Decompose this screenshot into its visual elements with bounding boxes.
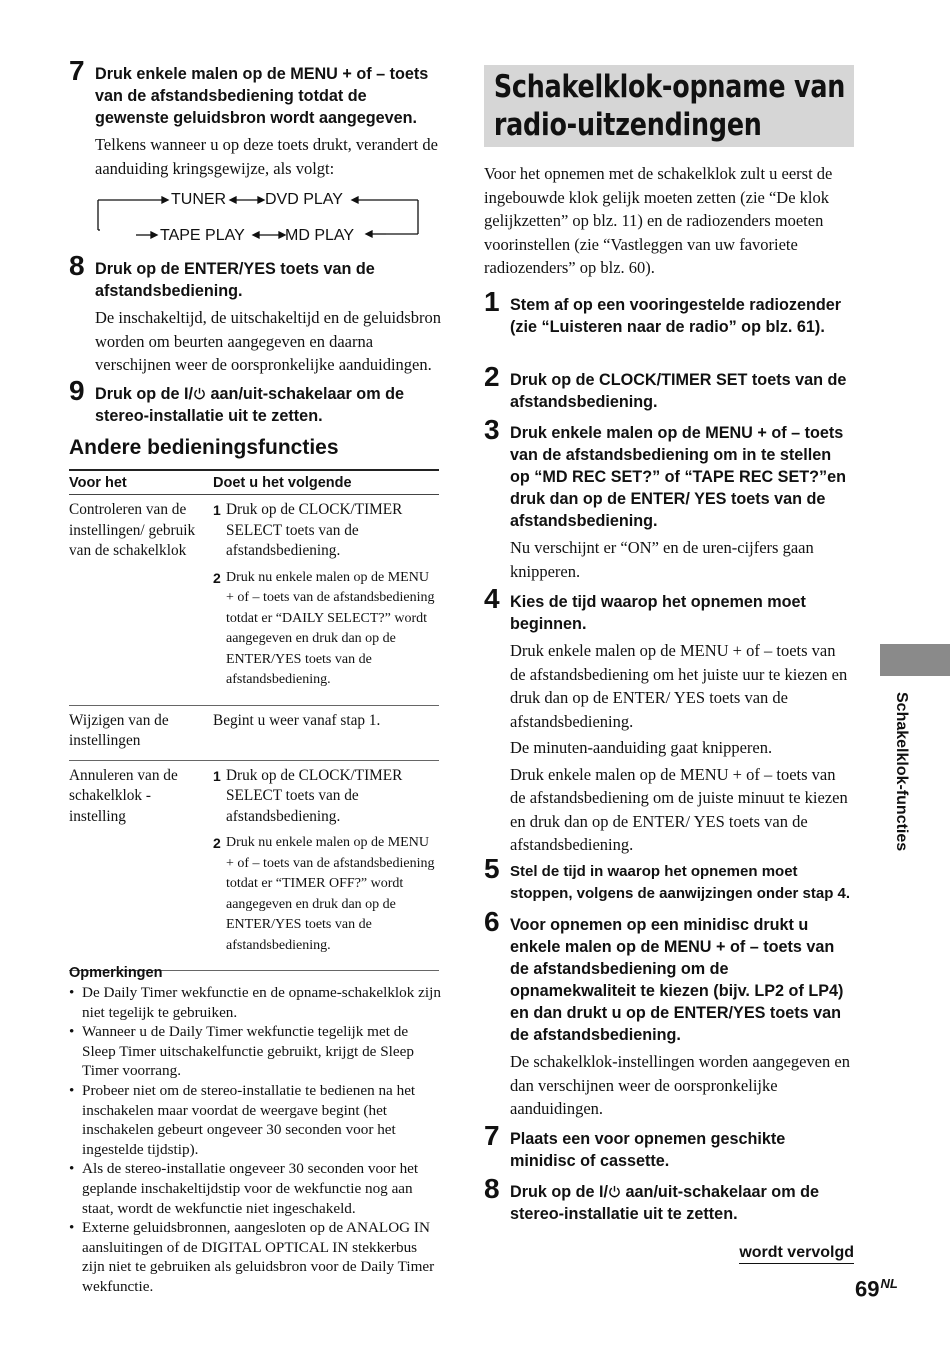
step-number: 5 [484, 853, 500, 884]
step-text: De inschakeltijd, de uitschakeltijd en de geluidsbron worden om beurten aangegeven en daarna verschijnen weer de oorspronkelijke aanduidingen. [95, 308, 441, 374]
step-text: Druk enkele malen op de MENU + of – toets van de afstandsbediening om het juiste uur te kiezen en druk dan op de ENTER/ YES toets van de afstandsbediening. [510, 641, 848, 731]
list-item: • Wanneer u de Daily Timer wekfunctie tegelijk met de Sleep Timer uitschakelfunctie gebruikt, krijgt de Sleep Timer voorrang. [69, 1022, 441, 1081]
cycle-dvd-play: DVD PLAY [265, 191, 343, 208]
functions-table [69, 469, 439, 971]
table-cell-what: Wijzigen van de instellingen [69, 705, 213, 760]
table-row [69, 705, 439, 760]
step-text: De minuten-aanduiding gaat knipperen. [510, 738, 773, 757]
step-heading: Druk op de CLOCK/TIMER SET toets van de afstandsbediening. [510, 371, 847, 411]
step-5 [484, 853, 854, 905]
title-box [484, 65, 854, 147]
table-cell-what: Controleren van de instellingen/ gebruik van de schakelklok [69, 495, 213, 706]
side-label [880, 692, 910, 902]
step-number: 9 [69, 375, 85, 406]
table-row [69, 760, 439, 971]
step-number: 3 [484, 414, 500, 445]
page-title: Schakelklok-opname van radio-uitzendingen [493, 69, 846, 143]
step-text: De schakelklok-instellingen worden aangegeven en dan verschijnen weer de oorspronkelijke aanduidingen. [510, 1052, 850, 1118]
table-header-col1: Voor het [69, 470, 213, 495]
step-heading: Druk enkele malen op de MENU + of – toets van de afstandsbediening totdat de gewenste geluidsbron wordt aangegeven. [95, 65, 429, 127]
step-number: 7 [484, 1120, 500, 1151]
step-heading: Druk op de I/ aan/uit-schakelaar om de stereo-installatie uit te zetten. [95, 385, 404, 425]
side-label-text: Schakelklok-functies [893, 692, 910, 852]
notes-heading: Opmerkingen [69, 965, 163, 981]
table-header-col2: Doet u het volgende [213, 470, 439, 495]
notes [69, 965, 441, 1297]
step-number: 6 [484, 906, 500, 937]
step-8 [69, 250, 441, 380]
step-3 [484, 414, 854, 586]
step-number: 7 [69, 55, 85, 86]
step-4 [484, 583, 854, 860]
step-number: 1 [484, 286, 500, 317]
source-cycle-diagram [96, 188, 426, 244]
continued-label: wordt vervolgd [739, 1244, 854, 1264]
intro-text: Voor het opnemen met de schakelklok zult u eerst de ingebouwde klok gelijk moeten zetten (zie “De klok gelijkzetten” op blz. 11) en de radiozenders moeten voorinstellen (zie “Vastleggen van uw favoriete radiozenders” op blz. 60). [484, 164, 833, 277]
step-6 [484, 906, 854, 1124]
step-8-right [484, 1173, 854, 1225]
table-cell-do: 1 Druk op de CLOCK/TIMER SELECT toets van de afstandsbediening. 2 Druk nu enkele malen op de MENU + of – toets van de afstandsbediening totdat er “TIMER OFF?” wordt aangegeven en druk dan op de ENTER/YES toets van de afstandsbediening. [213, 760, 439, 971]
list-item: • Als de stereo-installatie ongeveer 30 seconden voor het geplande inschakeltijdstip voor de wekfunctie nog aan staat, wordt de wekfunctie niet ingeschakeld. [69, 1159, 441, 1218]
step-heading: Druk op de ENTER/YES toets van de afstandsbediening. [95, 260, 375, 300]
step-text: Telkens wanneer u op deze toets drukt, verandert de aanduiding kringsgewijze, als volgt: [95, 135, 438, 178]
step-text: Nu verschijnt er “ON” en de uren-cijfers gaan knipperen. [510, 538, 814, 581]
step-text: Druk enkele malen op de MENU + of – toets van de afstandsbediening om de juiste minuut te kiezen en druk dan op de ENTER/ YES toets van de afstandsbediening. [510, 764, 848, 854]
cycle-tape-play: TAPE PLAY [160, 227, 245, 244]
step-heading: Druk enkele malen op de MENU + of – toets van de afstandsbediening om in te stellen op “MD REC SET?” of “TAPE REC SET?”en druk dan op de ENTER/ YES toets van de afstandsbediening. [510, 424, 847, 530]
step-heading: Kies de tijd waarop het opnemen moet beginnen. [510, 593, 806, 633]
step-2 [484, 361, 854, 413]
table-row [69, 495, 439, 706]
power-icon [608, 1185, 621, 1198]
step-7 [69, 55, 441, 183]
step-heading: Stel de tijd in waarop het opnemen moet stoppen, volgens de aanwijzingen onder stap 4. [510, 863, 851, 902]
step-heading: Voor opnemen op een minidisc drukt u enkele malen op de MENU + of – toets van de afstandsbediening om de opnamekwaliteit te kiezen (bijv. LP2 of LP4) en dan drukt u op de ENTER/YES toets van de afstandsbediening. [510, 916, 844, 1044]
cycle-tuner: TUNER [171, 191, 227, 208]
step-number: 2 [484, 361, 500, 392]
step-heading: Stem af op een vooringestelde radiozender (zie “Luisteren naar de radio” op blz. 61). [510, 296, 842, 336]
table-cell-what: Annuleren van de schakelklok -instelling [69, 760, 213, 971]
step-number: 4 [484, 583, 500, 614]
step-7-right [484, 1120, 854, 1172]
table-cell-do: Begint u weer vanaf stap 1. [213, 705, 439, 760]
step-1 [484, 286, 854, 338]
cycle-md-play: MD PLAY [285, 227, 355, 244]
table-cell-do: 1 Druk op de CLOCK/TIMER SELECT toets van de afstandsbediening. 2 Druk nu enkele malen op de MENU + of – toets van de afstandsbediening totdat er “DAILY SELECT?” wordt aangegeven en druk dan op de ENTER/YES toets van de afstandsbediening. [213, 495, 439, 706]
section-title: Andere bedieningsfuncties [69, 436, 339, 459]
cycle-arrows [96, 188, 426, 240]
list-item: • Externe geluidsbronnen, aangesloten op de ANALOG IN aansluitingen of de DIGITAL OPTICAL IN stekkerbus zijn niet te gebruiken als geluidsbron voor de Daily Timer wekfunctie. [69, 1218, 441, 1296]
list-item: • De Daily Timer wekfunctie en de opname-schakelklok zijn niet tegelijk te gebruiken. [69, 983, 441, 1022]
page-number: $69^{NL}$ [855, 1276, 898, 1302]
section-tab [880, 644, 950, 676]
step-heading: Plaats een voor opnemen geschikte minidisc of cassette. [510, 1130, 786, 1170]
step-number: 8 [69, 250, 85, 281]
step-9 [69, 375, 441, 427]
list-item: • Probeer niet om de stereo-installatie te bedienen na het inschakelen maar voordat de weergave begint (het inschakelen gebeurt ongeveer 30 seconden voor het ingestelde tijdstip). [69, 1081, 441, 1159]
power-icon [193, 387, 206, 400]
step-number: 8 [484, 1173, 500, 1204]
step-heading: Druk op de I/ aan/uit-schakelaar om de stereo-installatie uit te zetten. [510, 1183, 819, 1223]
